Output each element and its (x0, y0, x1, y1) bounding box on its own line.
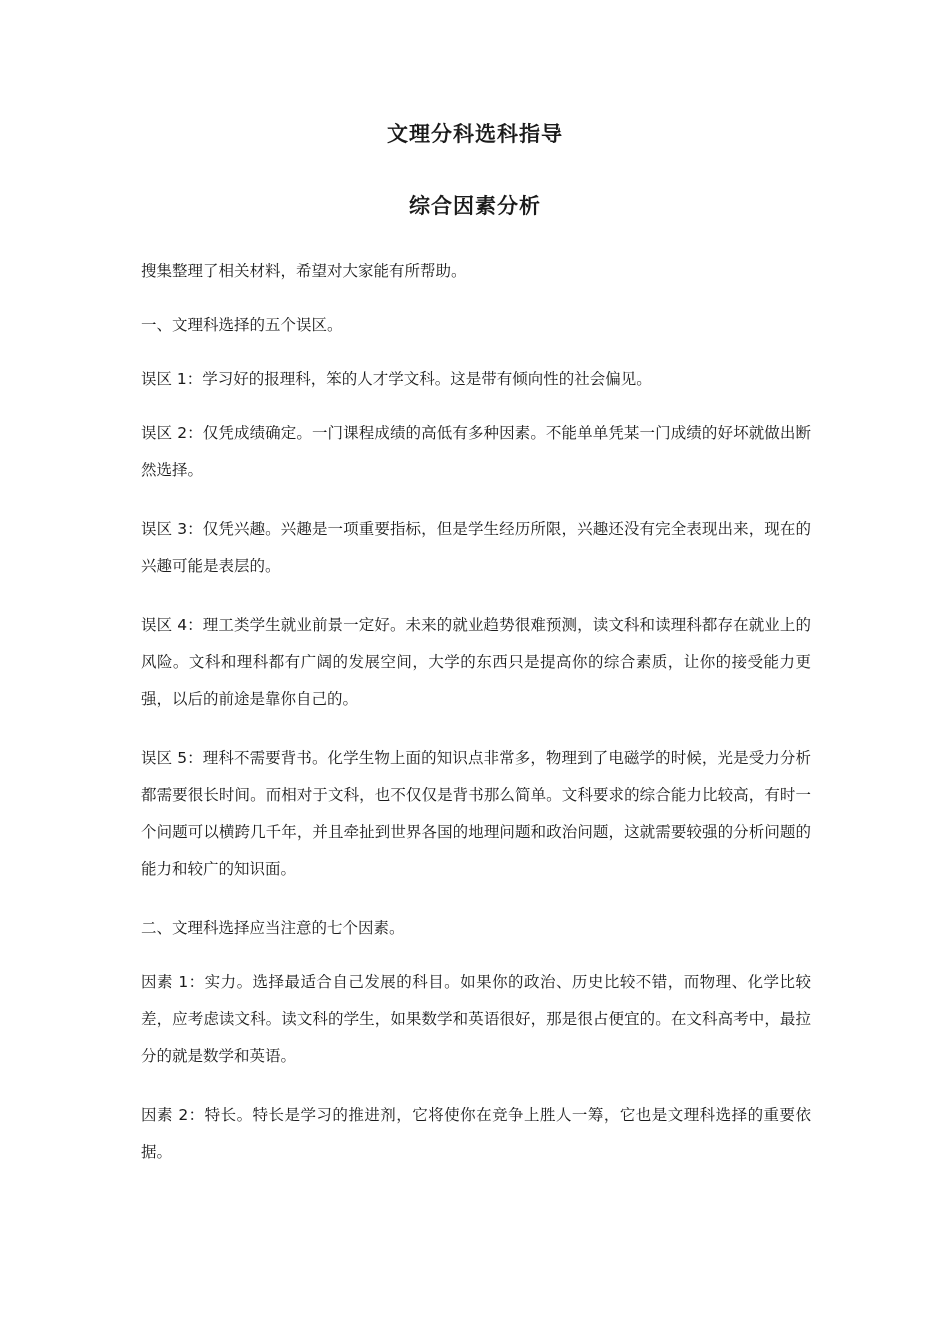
misconception-5: 误区 5：理科不需要背书。化学生物上面的知识点非常多，物理到了电磁学的时候，光是受力分析都需要很长时间。而相对于文科，也不仅仅是背书那么简单。文科要求的综合能力比较高，有时一个问题可以横跨几千年，并且牵扯到世界各国的地理问题和政治问题，这就需要较强的分析问题的能力和较广的知识面。 (141, 749, 811, 878)
document-body (141, 253, 811, 1193)
document-title: 文理分科选科指导 (387, 122, 563, 146)
misconception-3: 误区 3：仅凭兴趣。兴趣是一项重要指标，但是学生经历所限，兴趣还没有完全表现出来，现在的兴趣可能是表层的。 (141, 520, 811, 575)
misconception-4: 误区 4：理工类学生就业前景一定好。未来的就业趋势很难预测，读文科和读理科都存在就业上的风险。文科和理科都有广阔的发展空间，大学的东西只是提高你的综合素质，让你的接受能力更强，以后的前途是靠你自己的。 (141, 616, 811, 708)
factor-1: 因素 1：实力。选择最适合自己发展的科目。如果你的政治、历史比较不错，而物理、化学比较差，应考虑读文科。读文科的学生，如果数学和英语很好，那是很占便宜的。在文科高考中，最拉分的就是数学和英语。 (141, 973, 811, 1065)
misconception-1: 误区 1：学习好的报理科，笨的人才学文科。这是带有倾向性的社会偏见。 (141, 370, 652, 388)
document-subtitle: 综合因素分析 (409, 194, 541, 218)
section-heading-factors: 二、文理科选择应当注意的七个因素。 (141, 919, 405, 937)
misconception-2: 误区 2：仅凭成绩确定。一门课程成绩的高低有多种因素。不能单单凭某一门成绩的好坏就做出断然选择。 (141, 424, 811, 479)
factor-2: 因素 2：特长。特长是学习的推进剂，它将使你在竞争上胜人一筹，它也是文理科选择的重要依据。 (141, 1106, 811, 1161)
intro-paragraph: 搜集整理了相关材料，希望对大家能有所帮助。 (141, 262, 467, 280)
section-heading-misconceptions: 一、文理科选择的五个误区。 (141, 316, 343, 334)
